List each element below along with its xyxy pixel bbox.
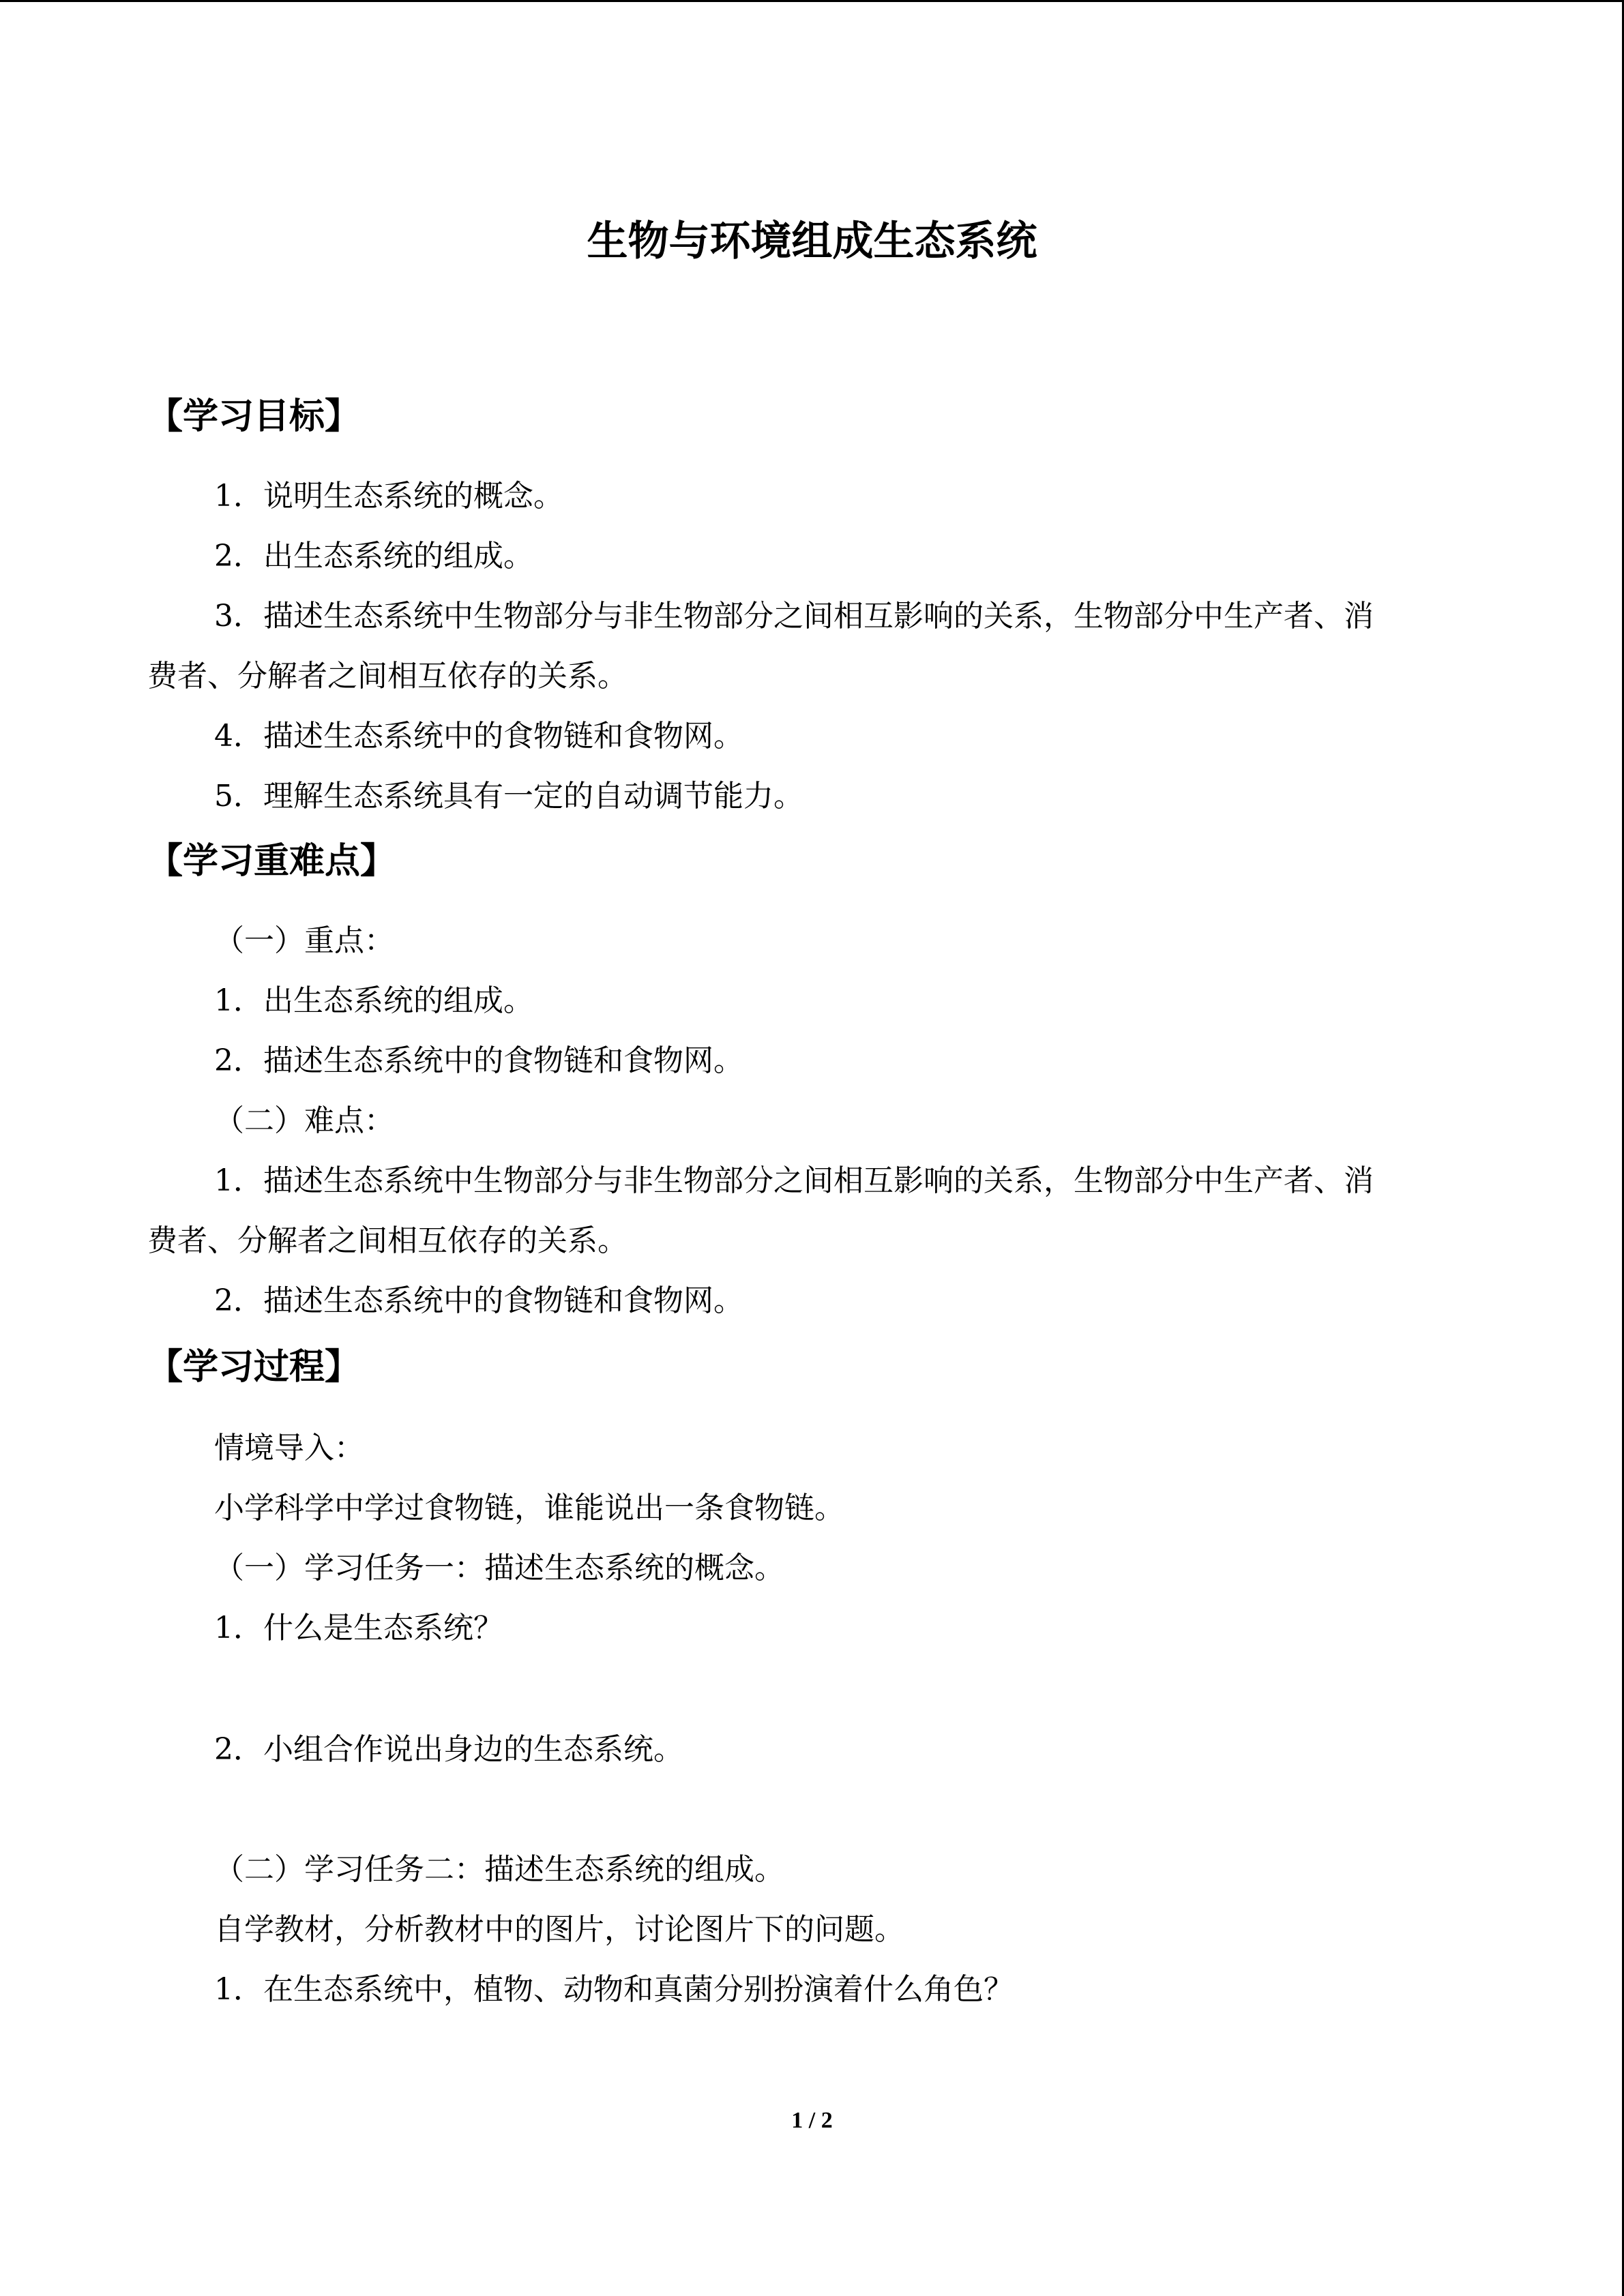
process-line: 自学教材，分析教材中的图片，讨论图片下的问题。 bbox=[214, 1912, 904, 1947]
process-question: 1．在生态系统中，植物、动物和真菌分别扮演着什么角色？ bbox=[214, 1972, 1014, 2007]
difficult-item: 2．描述生态系统中的食物链和食物网。 bbox=[214, 1283, 743, 1318]
difficult-item-continuation: 费者、分解者之间相互依存的关系。 bbox=[147, 1223, 628, 1258]
section-heading-process: 【学习过程】 bbox=[147, 1347, 361, 1388]
document-title: 生物与环境组成生态系统 bbox=[587, 218, 1037, 265]
goal-item-continuation: 费者、分解者之间相互依存的关系。 bbox=[147, 659, 628, 694]
process-line: 情境导入： bbox=[214, 1431, 364, 1465]
page-number: 1 / 2 bbox=[791, 2108, 833, 2133]
goal-item: 3．描述生态系统中生物部分与非生物部分之间相互影响的关系，生物部分中生产者、消 bbox=[214, 599, 1374, 633]
key-subheading: （一）重点： bbox=[214, 923, 394, 958]
section-heading-goals: 【学习目标】 bbox=[147, 396, 361, 437]
section-heading-key-points: 【学习重难点】 bbox=[147, 841, 396, 882]
difficult-item: 1．描述生态系统中生物部分与非生物部分之间相互影响的关系，生物部分中生产者、消 bbox=[214, 1163, 1374, 1198]
goal-item: 1．说明生态系统的概念。 bbox=[214, 479, 563, 513]
key-item: 2．描述生态系统中的食物链和食物网。 bbox=[214, 1043, 743, 1078]
key-item: 1．出生态系统的组成。 bbox=[214, 983, 533, 1018]
process-line: （一）学习任务一：描述生态系统的概念。 bbox=[214, 1551, 784, 1585]
process-line: （二）学习任务二：描述生态系统的组成。 bbox=[214, 1852, 784, 1887]
goal-item: 5．理解生态系统具有一定的自动调节能力。 bbox=[214, 779, 803, 814]
difficult-subheading: （二）难点： bbox=[214, 1103, 394, 1138]
process-question: 2．小组合作说出身边的生态系统。 bbox=[214, 1732, 683, 1767]
goal-item: 2．出生态系统的组成。 bbox=[214, 539, 533, 573]
goal-item: 4．描述生态系统中的食物链和食物网。 bbox=[214, 719, 743, 754]
process-line: 小学科学中学过食物链，谁能说出一条食物链。 bbox=[214, 1491, 844, 1525]
process-question: 1．什么是生态系统？ bbox=[214, 1611, 503, 1645]
